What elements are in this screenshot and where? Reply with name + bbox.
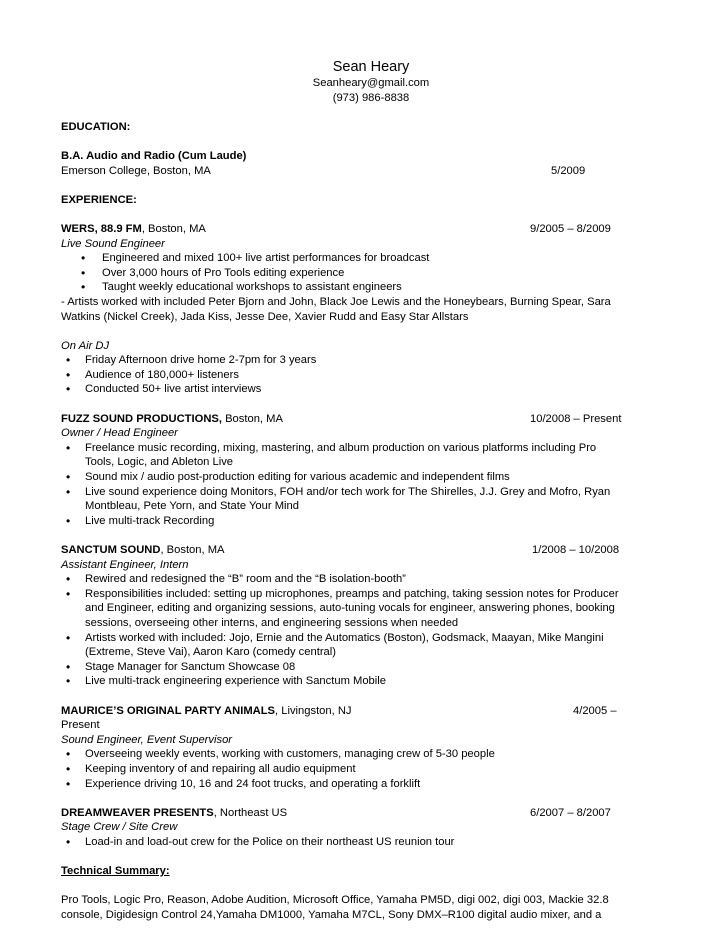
list-item: • Over 3,000 hours of Pro Tools editing experience xyxy=(81,265,345,280)
job-date: 10/2008 – Present xyxy=(530,412,622,425)
job-location: , Northeast US xyxy=(213,806,288,819)
list-item: • Friday Afternoon drive home 2-7pm for 3 years xyxy=(66,353,317,368)
bullet-icon: • xyxy=(66,572,71,587)
job-header-wers xyxy=(61,222,661,237)
technical-line: Pro Tools, Logic Pro, Reason, Adobe Audition, Microsoft Office, Yamaha PM5D, digi 002, digi 003, Mackie 32.8 xyxy=(61,894,609,907)
list-item: • Experience driving 10, 16 and 24 foot trucks, and operating a forklift xyxy=(66,776,421,791)
education-row xyxy=(61,164,661,179)
list-item: • Taught weekly educational workshops to assistant engineers xyxy=(81,280,402,295)
list-item: • Live multi-track engineering experience with Sanctum Mobile xyxy=(66,674,386,689)
bullet-icon: • xyxy=(66,367,71,382)
sanctum-bullets xyxy=(61,572,661,689)
list-item: • Freelance music recording, mixing, mastering, and album production on various platforms including Pro Tools, Logic, and Ableton Live xyxy=(66,440,597,469)
job-role: Stage Crew / Site Crew xyxy=(61,821,178,834)
bullet-icon: • xyxy=(81,251,86,266)
bullet-icon: • xyxy=(66,470,71,485)
dreamweaver-bullets xyxy=(61,835,661,850)
phone: (973) 986-8838 xyxy=(332,91,410,104)
bullet-icon: • xyxy=(66,513,71,528)
dj-bullets xyxy=(61,353,661,397)
job-header-maurice xyxy=(61,704,661,719)
fuzz-bullets xyxy=(61,441,661,529)
person-name: Sean Heary xyxy=(332,59,410,75)
job-header-fuzz xyxy=(61,412,661,427)
job-header-sanctum xyxy=(61,543,661,558)
artists-line: - Artists worked with included Peter Bjorn and John, Black Joe Lewis and the Honeybears, Burning Spear, Sara xyxy=(61,295,611,308)
education-date: 5/2009 xyxy=(551,164,586,177)
bullet-icon: • xyxy=(66,484,71,499)
bullet-icon: • xyxy=(66,353,71,368)
school: Emerson College, Boston, MA xyxy=(61,164,211,177)
technical-line: console, Digidesign Control 24,Yamaha DM1000, Yamaha M7CL, Sony DMX–R100 digital audio mixer, and a xyxy=(61,908,602,921)
job-org: WERS, 88.9 FM xyxy=(61,222,142,235)
job-org: DREAMWEAVER PRESENTS xyxy=(61,806,214,819)
job-location: , Livingston, NJ xyxy=(275,704,352,717)
list-item: • Audience of 180,000+ listeners xyxy=(66,367,239,382)
resume-page xyxy=(61,58,661,922)
job-date: 9/2005 – 8/2009 xyxy=(530,222,611,235)
job-org: SANCTUM SOUND xyxy=(61,544,161,556)
bullet-icon: • xyxy=(81,265,86,280)
list-item: • Stage Manager for Sanctum Showcase 08 xyxy=(66,659,296,674)
bullet-icon: • xyxy=(66,630,71,645)
job-location: , Boston, MA xyxy=(160,544,225,556)
job-date-continued: Present xyxy=(61,719,100,732)
list-item: • Keeping inventory of and repairing all audio equipment xyxy=(66,761,356,776)
bullet-icon: • xyxy=(66,834,71,849)
job-date: 1/2008 – 10/2008 xyxy=(532,544,620,556)
job-org: FUZZ SOUND PRODUCTIONS, xyxy=(61,412,222,425)
education-heading: EDUCATION: xyxy=(61,120,131,133)
maurice-bullets xyxy=(61,747,661,791)
job-role: Assistant Engineer, Intern xyxy=(61,558,189,571)
list-item: • Overseeing weekly events, working with customers, managing crew of 5-30 people xyxy=(66,747,495,762)
job-header-dreamweaver xyxy=(61,806,661,821)
job-date: 6/2007 – 8/2007 xyxy=(530,806,611,819)
list-item: • Sound mix / audio post-production editing for various academic and independent films xyxy=(66,470,510,485)
bullet-icon: • xyxy=(66,761,71,776)
bullet-icon: • xyxy=(66,674,71,689)
list-item: • Engineered and mixed 100+ live artist performances for broadcast xyxy=(81,251,430,266)
list-item: • Load-in and load-out crew for the Police on their northeast US reunion tour xyxy=(66,834,455,849)
experience-heading: EXPERIENCE: xyxy=(61,193,137,206)
degree: B.A. Audio and Radio (Cum Laude) xyxy=(61,149,247,162)
bullet-icon: • xyxy=(66,586,71,601)
bullet-icon: • xyxy=(81,280,86,295)
list-item: • Live multi-track Recording xyxy=(66,513,215,528)
list-item: • Live sound experience doing Monitors, FOH and/or tech work for The Shirelles, J.J. Grey and Mofro, Ryan Montbleau, Pete Yorn, and State Your Mind xyxy=(66,484,611,513)
bullet-icon: • xyxy=(66,659,71,674)
bullet-icon: • xyxy=(66,776,71,791)
bullet-icon: • xyxy=(66,440,71,455)
list-item: • Conducted 50+ live artist interviews xyxy=(66,382,262,397)
job-role: On Air DJ xyxy=(61,339,110,352)
technical-heading: Technical Summary: xyxy=(61,865,170,878)
wers-bullets xyxy=(61,251,661,295)
job-org: MAURICE’S ORIGINAL PARTY ANIMALS xyxy=(61,704,276,717)
list-item: • Artists worked with included: Jojo, Ernie and the Automatics (Boston), Godsmack, Maayan, Mike Mangini (Extreme, Steve Vai), Aaron Karo (comedy central) xyxy=(66,630,604,659)
list-item: • Rewired and redesigned the “B” room and the “B isolation-booth” xyxy=(66,572,406,587)
job-role: Live Sound Engineer xyxy=(61,237,165,250)
job-location: , Boston, MA xyxy=(141,222,206,235)
email: Seanheary@gmail.com xyxy=(312,77,430,89)
job-date: 4/2005 – xyxy=(573,704,617,717)
job-role: Owner / Head Engineer xyxy=(61,427,178,440)
artists-line: Watkins (Nickel Creek), Jada Kiss, Jesse Dee, Xavier Rudd and Easy Star Allstars xyxy=(61,310,469,323)
job-location: Boston, MA xyxy=(221,412,283,425)
bullet-icon: • xyxy=(66,747,71,762)
job-role: Sound Engineer, Event Supervisor xyxy=(61,733,233,746)
bullet-icon: • xyxy=(66,382,71,397)
list-item: • Responsibilities included: setting up microphones, preamps and patching, taking session notes for Producer and Engineer, editing and organizing sessions, auto-tuning vocals for engineer, answering phones, booking sessions, overseeing other interns, and engineering sessions when needed xyxy=(66,586,619,629)
